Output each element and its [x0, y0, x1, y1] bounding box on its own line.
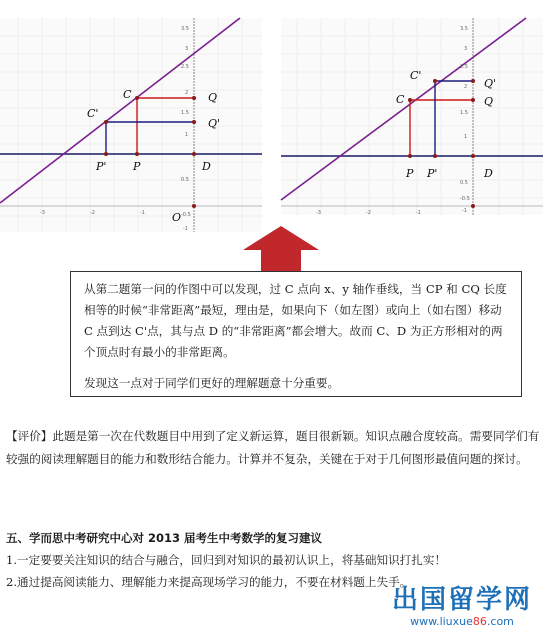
right-tick-y-0-5: 0.5	[460, 180, 468, 186]
left-tick-y-neg-1: -1	[183, 226, 188, 232]
right-graph	[281, 18, 543, 215]
left-label-Q: Q	[208, 91, 218, 104]
left-label-P-prime: P'	[96, 160, 107, 173]
left-graph	[0, 18, 262, 232]
right-tick-y-3: 3	[464, 46, 468, 52]
right-tick-y-1-5: 1.5	[460, 110, 468, 116]
left-label-O: O	[172, 211, 182, 224]
right-tick-y-2-5: 2.5	[460, 64, 468, 70]
right-tick-y-2: 2	[464, 84, 468, 90]
explanation-box	[70, 271, 522, 397]
watermark-url-accent: 86	[472, 615, 487, 628]
left-tick-y-0-5: 0.5	[181, 177, 189, 183]
right-tick-y-neg-1: -1	[462, 208, 467, 214]
left-label-Q-prime: Q'	[208, 117, 221, 130]
right-tick-y-3-5: 3.5	[460, 26, 468, 32]
watermark	[380, 585, 544, 629]
left-tick-x-neg-2: -2	[90, 210, 95, 216]
explanation-conclusion: 发现这一点对于同学们更好的理解题意十分重要。	[84, 376, 340, 390]
right-graph-svg	[281, 18, 543, 215]
left-label-C-prime: C'	[87, 107, 99, 120]
right-tick-y-neg-0-5: -0.5	[460, 196, 470, 202]
up-arrow-icon	[243, 226, 319, 271]
left-tick-y-1: 1	[185, 132, 189, 138]
right-label-P-prime: P'	[427, 167, 438, 180]
left-tick-x-neg-1: -1	[140, 210, 145, 216]
left-tick-y-3: 3	[185, 46, 189, 52]
right-label-C-prime: C'	[410, 69, 422, 82]
watermark-url-prefix: www.liuxue	[410, 615, 473, 628]
left-label-P: P	[133, 160, 141, 173]
right-tick-x-neg-3: -3	[316, 210, 321, 216]
section-five-heading: 五、学而思中考研究中心对 2013 届考生中考数学的复习建议	[6, 531, 323, 545]
left-label-C: C	[123, 88, 132, 101]
watermark-title: 出国留学网	[391, 585, 532, 615]
left-graph-svg	[0, 18, 262, 232]
review-text: 【评价】此题是第一次在代数题目中用到了定义新运算，题目很新颖。知识点融合度较高。需要同学们有较强的阅读理解题目的能力和数形结合能力。计算并不复杂，关键在于对于几何图形最值问题的探讨。	[6, 429, 540, 466]
right-label-P: P	[406, 167, 414, 180]
left-label-D: D	[202, 160, 211, 173]
left-tick-y-3-5: 3.5	[181, 26, 189, 32]
left-tick-y-neg-0-5: -0.5	[181, 212, 191, 218]
right-tick-x-neg-1: -1	[416, 210, 421, 216]
right-tick-x-neg-2: -2	[366, 210, 371, 216]
right-label-Q-prime: Q'	[484, 77, 497, 90]
right-grid	[281, 18, 543, 215]
advice-item-1: 1.一定要要关注知识的结合与融合，回归到对知识的最初认识上，将基础知识打扎实！	[6, 553, 447, 567]
watermark-url-suffix: .com	[486, 615, 514, 628]
left-tick-y-1-5: 1.5	[181, 110, 189, 116]
review-section	[6, 425, 546, 471]
section-five	[6, 527, 546, 593]
explanation-paragraph: 从第二题第一问的作图中可以发现，过 C 点向 x、y 轴作垂线，当 CP 和 CQ 长度相等的时候“非常距离”最短，理由是，如果向下（如左图）或向上（如右图）移动 C 点到达 C'点，其与点 D 的“非常距离”都会增大。故而 C、D 为正方形相对的两个顶点时有最小的非常距离。	[84, 282, 507, 359]
watermark-url	[380, 615, 544, 629]
right-tick-y-1: 1	[464, 134, 468, 140]
left-tick-y-2: 2	[185, 90, 189, 96]
left-diagonal-line	[0, 18, 240, 203]
right-label-D: D	[484, 167, 493, 180]
left-tick-x-neg-3: -3	[40, 210, 45, 216]
right-label-Q: Q	[484, 95, 494, 108]
right-label-C: C	[396, 93, 405, 106]
left-tick-y-2-5: 2.5	[181, 64, 189, 70]
left-grid	[0, 18, 262, 232]
advice-item-2: 2.通过提高阅读能力、理解能力来提高现场学习的能力，不要在材料题上失手。	[6, 575, 412, 589]
